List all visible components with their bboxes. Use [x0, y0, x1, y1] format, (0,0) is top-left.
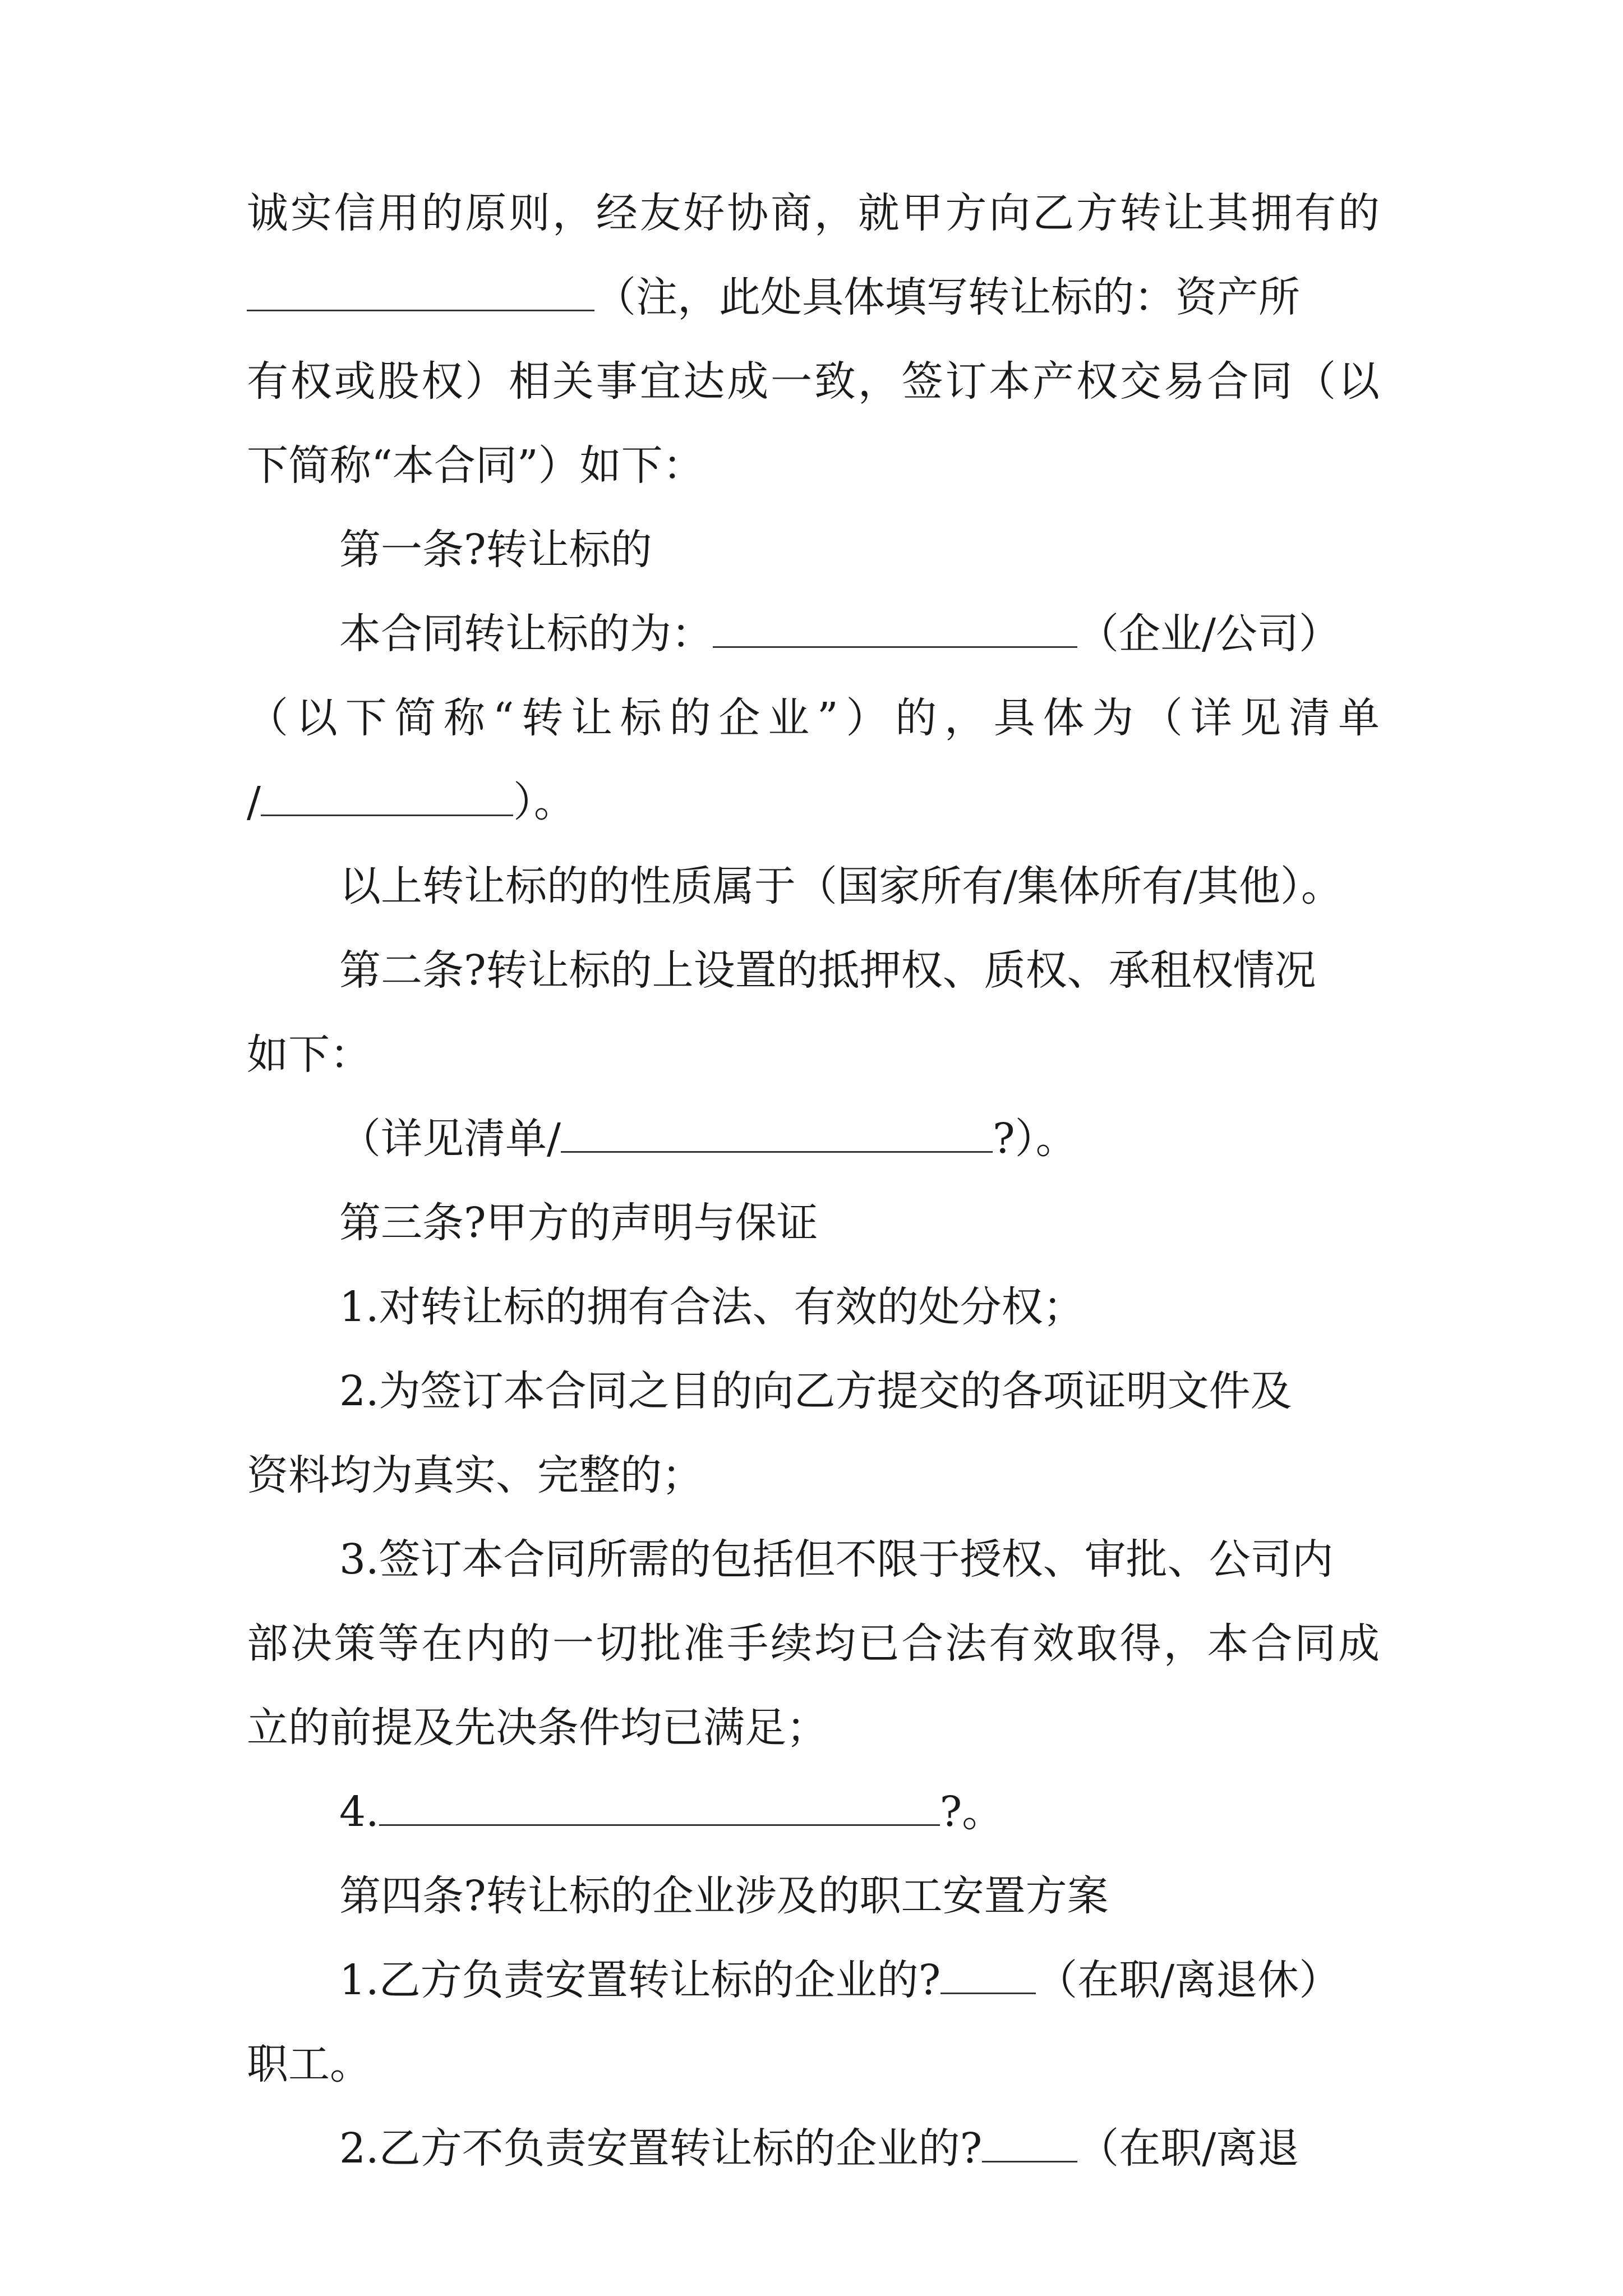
fill-in-blank[interactable] — [713, 611, 1077, 648]
paragraph-line: （以下简称“转让标的企业”）的，具体为（详见清单 — [247, 694, 1380, 742]
paragraph-line: 职工。 — [247, 2040, 371, 2088]
line-text: （在职/离退休） — [1036, 1956, 1341, 2004]
fill-in-blank[interactable] — [261, 780, 513, 816]
paragraph-line: 如下： — [247, 1030, 371, 1079]
paragraph-line: 诚实信用的原则，经友好协商，就甲方向乙方转让其拥有的 — [247, 189, 1380, 237]
paragraph-line: 有权或股权）相关事宜达成一致，签订本产权交易合同（以 — [247, 357, 1380, 406]
line-text: 1.乙方负责安置转让标的企业的? — [339, 1956, 941, 2004]
line-text: 本合同转让标的为： — [339, 610, 713, 658]
line-text: / — [247, 778, 261, 826]
paragraph-line — [247, 774, 575, 830]
paragraph-line: 部决策等在内的一切批准手续均已合法有效取得，本合同成 — [247, 1619, 1380, 1668]
article-heading: 第三条?甲方的声明与保证 — [339, 1199, 818, 1247]
line-text: ）。 — [513, 778, 575, 826]
article-heading: 第四条?转让标的企业涉及的职工安置方案 — [339, 1872, 1109, 1920]
paragraph-line: 资料均为真实、完整的； — [247, 1451, 703, 1499]
article-heading: 第一条?转让标的 — [339, 526, 652, 574]
fill-in-blank[interactable] — [247, 275, 594, 311]
list-item: 1.对转让标的拥有合法、有效的处分权； — [339, 1283, 1085, 1331]
line-text: 4. — [339, 1788, 379, 1836]
list-item: 2.为签订本合同之目的向乙方提交的各项证明文件及 — [339, 1367, 1292, 1415]
line-text: （企业/公司） — [1077, 610, 1340, 658]
paragraph-line: 以上转让标的的性质属于（国家所有/集体所有/其他）。 — [339, 862, 1343, 910]
line-text: 2.乙方不负责安置转让标的企业的? — [339, 2124, 983, 2173]
list-item: 3.签订本合同所需的包括但不限于授权、审批、公司内 — [339, 1535, 1334, 1584]
line-text: （注，此处具体填写转让标的：资产所 — [594, 273, 1300, 321]
line-text: ?）。 — [992, 1115, 1077, 1163]
fill-in-blank[interactable] — [561, 1116, 993, 1153]
list-item — [339, 1784, 1003, 1840]
line-text: （在职/离退 — [1077, 2124, 1299, 2173]
fill-in-blank[interactable] — [982, 2126, 1077, 2162]
paragraph-line: 下简称“本合同”）如下： — [247, 441, 704, 490]
fill-in-blank[interactable] — [940, 1958, 1036, 1994]
line-text: （详见清单/ — [339, 1115, 561, 1163]
paragraph-line — [339, 606, 1340, 662]
paragraph-line: 立的前提及先决条件均已满足； — [247, 1704, 828, 1752]
paragraph-line — [339, 1111, 1077, 1167]
fill-in-blank[interactable] — [379, 1789, 940, 1826]
list-item — [339, 2120, 1299, 2177]
line-text: ?。 — [939, 1788, 1004, 1836]
article-heading: 第二条?转让标的上设置的抵押权、质权、承租权情况 — [339, 946, 1316, 995]
list-item — [339, 1952, 1340, 2008]
paragraph-line — [247, 269, 1300, 325]
